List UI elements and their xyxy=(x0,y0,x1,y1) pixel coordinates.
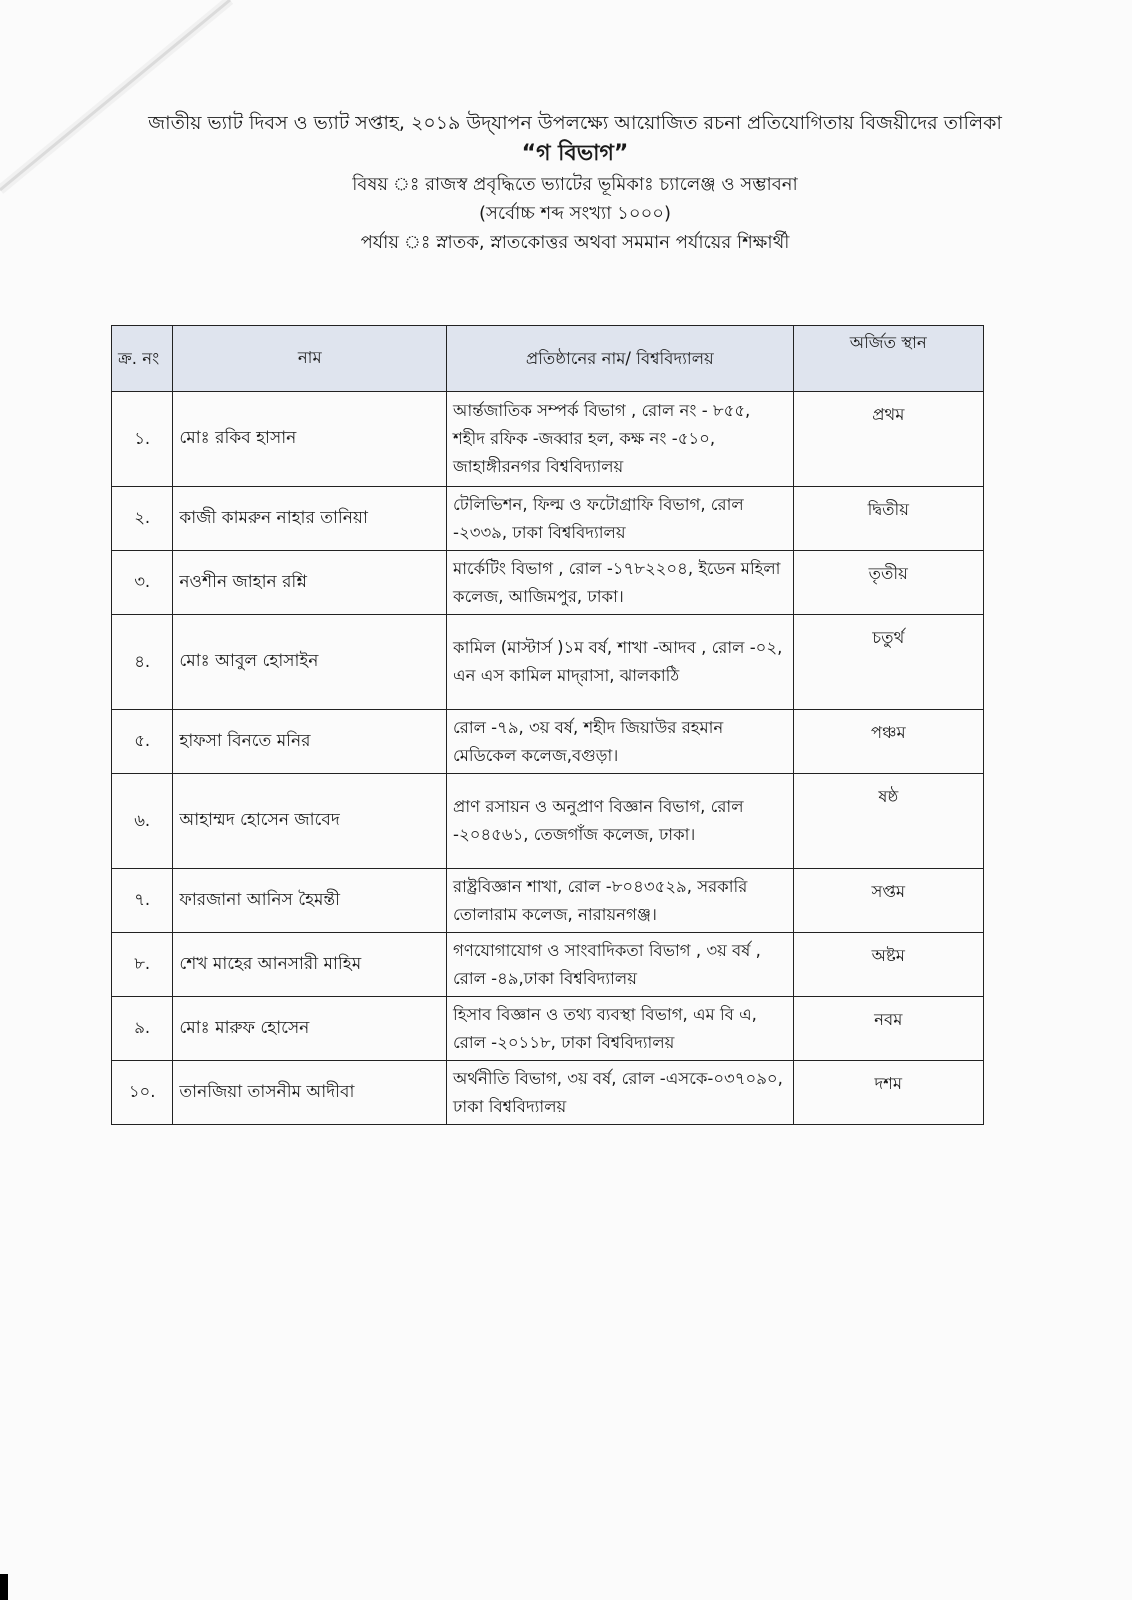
table-row xyxy=(112,392,984,487)
cell-name: তানজিয়া তাসনীম আদীবা xyxy=(173,1061,447,1125)
cell-serial: ২. xyxy=(112,487,173,551)
cell-institution: রোল -৭৯, ৩য় বর্ষ, শহীদ জিয়াউর রহমান মেডিকেল কলেজ,বগুড়া। xyxy=(447,710,794,774)
cell-position: তৃতীয় xyxy=(793,551,983,615)
cell-position: প্রথম xyxy=(793,392,983,487)
column-header-position: অর্জিত স্থান xyxy=(793,326,983,392)
cell-name: আহাম্মদ হোসেন জাবেদ xyxy=(173,774,447,869)
cell-position: সপ্তম xyxy=(793,869,983,933)
cell-serial: ৩. xyxy=(112,551,173,615)
column-header-name: নাম xyxy=(173,326,447,392)
cell-name: মোঃ আবুল হোসাইন xyxy=(173,615,447,710)
table-header-row xyxy=(112,326,984,392)
section-label: “গ বিভাগ” xyxy=(521,141,629,166)
table-row xyxy=(112,487,984,551)
document-title: জাতীয় ভ্যাট দিবস ও ভ্যাট সপ্তাহ, ২০১৯ উদ্‌যাপন উপলক্ষ্যে আয়োজিত রচনা প্রতিযোগিতায় বিজয়ীদের তালিকা xyxy=(148,112,1002,134)
winners-table xyxy=(111,325,984,1125)
cell-serial: ৬. xyxy=(112,774,173,869)
cell-serial: ১. xyxy=(112,392,173,487)
cell-institution: মার্কেটিং বিভাগ , রোল -১৭৮২২০৪, ইডেন মহিলা কলেজ, আজিমপুর, ঢাকা। xyxy=(447,551,794,615)
cell-serial: ১০. xyxy=(112,1061,173,1125)
cell-serial: ৫. xyxy=(112,710,173,774)
table-row xyxy=(112,615,984,710)
cell-position: দ্বিতীয় xyxy=(793,487,983,551)
cell-institution: অর্থনীতি বিভাগ, ৩য় বর্ষ, রোল -এসকে-০৩৭০৯০, ঢাকা বিশ্ববিদ্যালয় xyxy=(447,1061,794,1125)
column-header-serial: ক্র. নং xyxy=(112,326,173,392)
cell-institution: গণযোগাযোগ ও সাংবাদিকতা বিভাগ , ৩য় বর্ষ , রোল -৪৯,ঢাকা বিশ্ববিদ্যালয় xyxy=(447,933,794,997)
cell-serial: ৮. xyxy=(112,933,173,997)
document-header xyxy=(110,108,1040,257)
cell-position: চতুর্থ xyxy=(793,615,983,710)
cell-name: কাজী কামরুন নাহার তানিয়া xyxy=(173,487,447,551)
cell-name: মোঃ রকিব হাসান xyxy=(173,392,447,487)
cell-position: দশম xyxy=(793,1061,983,1125)
cell-name: নওশীন জাহান রশ্নি xyxy=(173,551,447,615)
cell-position: ষষ্ঠ xyxy=(793,774,983,869)
winners-table-wrapper xyxy=(111,325,984,1125)
table-row xyxy=(112,1061,984,1125)
cell-name: মোঃ মারুফ হোসেন xyxy=(173,997,447,1061)
cell-institution: টেলিভিশন, ফিল্ম ও ফটোগ্রাফি বিভাগ, রোল -২৩৩৯, ঢাকা বিশ্ববিদ্যালয় xyxy=(447,487,794,551)
scan-edge-mark xyxy=(0,1574,8,1600)
table-row xyxy=(112,997,984,1061)
table-row xyxy=(112,551,984,615)
cell-institution: রাষ্ট্রবিজ্ঞান শাখা, রোল -৮০৪৩৫২৯, সরকারি তোলারাম কলেজ, নারায়নগঞ্জ। xyxy=(447,869,794,933)
cell-name: হাফসা বিনতে মনির xyxy=(173,710,447,774)
level-line: পর্যায় ঃ স্নাতক, স্নাতকোত্তর অথবা সমমান পর্যায়ের শিক্ষার্থী xyxy=(360,232,790,253)
cell-institution: কামিল (মাস্টার্স )১ম বর্ষ, শাখা -আদব , রোল -০২, এন এস কামিল মাদ্‌রাসা, ঝালকাঠি xyxy=(447,615,794,710)
cell-position: অষ্টম xyxy=(793,933,983,997)
cell-institution: আর্ন্তজাতিক সম্পর্ক বিভাগ , রোল নং - ৮৫৫, শহীদ রফিক -জব্বার হল, কক্ষ নং -৫১০, জাহাঙ্গীরনগর বিশ্ববিদ্যালয় xyxy=(447,392,794,487)
cell-serial: ৪. xyxy=(112,615,173,710)
cell-name: শেখ মাহের আনসারী মাহিম xyxy=(173,933,447,997)
word-limit-line: (সর্বোচ্চ শব্দ সংখ্যা ১০০০) xyxy=(479,203,671,224)
cell-serial: ৭. xyxy=(112,869,173,933)
cell-serial: ৯. xyxy=(112,997,173,1061)
subject-line: বিষয় ঃ রাজস্ব প্রবৃদ্ধিতে ভ্যাটের ভূমিকাঃ চ্যালেঞ্জ ও সম্ভাবনা xyxy=(352,174,798,195)
cell-position: নবম xyxy=(793,997,983,1061)
column-header-institution: প্রতিষ্ঠানের নাম/ বিশ্ববিদ্যালয় xyxy=(447,326,794,392)
cell-institution: প্রাণ রসায়ন ও অনুপ্রাণ বিজ্ঞান বিভাগ, রোল -২০৪৫৬১, তেজগাঁজ কলেজ, ঢাকা। xyxy=(447,774,794,869)
table-row xyxy=(112,933,984,997)
table-row xyxy=(112,710,984,774)
table-row xyxy=(112,774,984,869)
cell-name: ফারজানা আনিস হৈমন্তী xyxy=(173,869,447,933)
cell-position: পঞ্চম xyxy=(793,710,983,774)
cell-institution: হিসাব বিজ্ঞান ও তথ্য ব্যবস্থা বিভাগ, এম বি এ, রোল -২০১১৮, ঢাকা বিশ্ববিদ্যালয় xyxy=(447,997,794,1061)
table-row xyxy=(112,869,984,933)
table-body xyxy=(112,392,984,1125)
